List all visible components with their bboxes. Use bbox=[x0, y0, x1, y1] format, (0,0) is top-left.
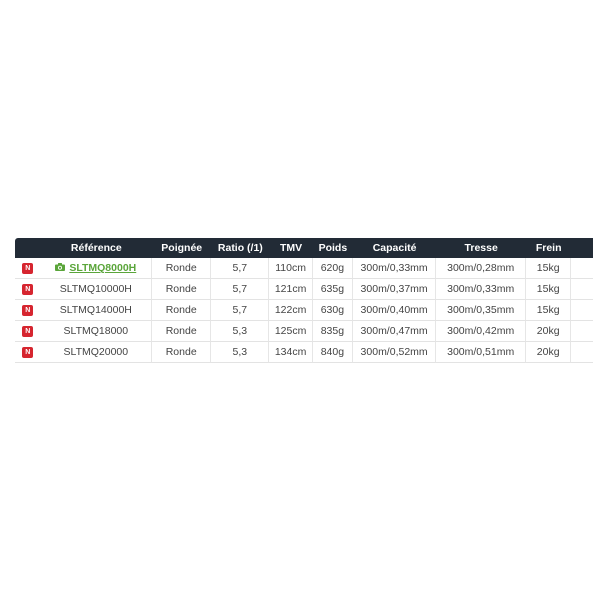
tmv-cell: 110cm bbox=[269, 258, 313, 279]
extra-cell bbox=[571, 300, 593, 321]
new-badge: N bbox=[22, 347, 33, 358]
weight-cell: 630g bbox=[313, 300, 353, 321]
weight-cell: 840g bbox=[313, 342, 353, 363]
capacity-cell: 300m/0,40mm bbox=[353, 300, 437, 321]
table-row bbox=[15, 342, 593, 363]
flag-cell bbox=[15, 279, 41, 300]
tmv-cell: 121cm bbox=[269, 279, 313, 300]
reference-cell: SLTMQ10000H bbox=[41, 279, 152, 300]
reference-link[interactable]: SLTMQ8000H bbox=[69, 262, 137, 274]
capacity-cell: 300m/0,33mm bbox=[353, 258, 437, 279]
header-reference: Référence bbox=[41, 238, 152, 258]
table-row bbox=[15, 300, 593, 321]
flag-cell bbox=[15, 300, 41, 321]
camera-icon[interactable] bbox=[55, 263, 65, 271]
drag-cell: 15kg bbox=[526, 258, 572, 279]
new-badge: N bbox=[22, 305, 33, 316]
capacity-cell: 300m/0,52mm bbox=[353, 342, 437, 363]
braid-cell: 300m/0,51mm bbox=[436, 342, 525, 363]
reference-cell: SLTMQ18000 bbox=[41, 321, 152, 342]
extra-cell bbox=[571, 279, 593, 300]
header-poids: Poids bbox=[313, 238, 353, 258]
ratio-cell: 5,7 bbox=[211, 279, 269, 300]
header-poignee: Poignée bbox=[152, 238, 212, 258]
ratio-cell: 5,3 bbox=[211, 342, 269, 363]
header-ratio: Ratio (/1) bbox=[211, 238, 269, 258]
braid-cell: 300m/0,33mm bbox=[436, 279, 525, 300]
reference-cell: SLTMQ14000H bbox=[41, 300, 152, 321]
braid-cell: 300m/0,35mm bbox=[436, 300, 525, 321]
table-row bbox=[15, 321, 593, 342]
new-badge: N bbox=[22, 263, 33, 274]
handle-cell: Ronde bbox=[152, 342, 212, 363]
ratio-cell: 5,7 bbox=[211, 258, 269, 279]
tmv-cell: 125cm bbox=[269, 321, 313, 342]
capacity-cell: 300m/0,47mm bbox=[353, 321, 437, 342]
tmv-cell: 122cm bbox=[269, 300, 313, 321]
header-frein: Frein bbox=[526, 238, 572, 258]
header-flag bbox=[15, 238, 41, 258]
header-tresse: Tresse bbox=[436, 238, 525, 258]
reference-cell: SLTMQ20000 bbox=[41, 342, 152, 363]
product-spec-table bbox=[15, 238, 593, 363]
flag-cell bbox=[15, 258, 41, 279]
braid-cell: 300m/0,42mm bbox=[436, 321, 525, 342]
flag-cell bbox=[15, 321, 41, 342]
braid-cell: 300m/0,28mm bbox=[436, 258, 525, 279]
header-extra bbox=[571, 238, 593, 258]
reference-cell bbox=[41, 258, 152, 279]
extra-cell bbox=[571, 342, 593, 363]
handle-cell: Ronde bbox=[152, 300, 212, 321]
handle-cell: Ronde bbox=[152, 279, 212, 300]
header-tmv: TMV bbox=[269, 238, 313, 258]
table-header-row bbox=[15, 238, 593, 258]
handle-cell: Ronde bbox=[152, 321, 212, 342]
new-badge: N bbox=[22, 326, 33, 337]
ratio-cell: 5,3 bbox=[211, 321, 269, 342]
flag-cell bbox=[15, 342, 41, 363]
tmv-cell: 134cm bbox=[269, 342, 313, 363]
drag-cell: 15kg bbox=[526, 300, 572, 321]
drag-cell: 20kg bbox=[526, 342, 572, 363]
table-row bbox=[15, 279, 593, 300]
header-capacite: Capacité bbox=[353, 238, 437, 258]
weight-cell: 835g bbox=[313, 321, 353, 342]
weight-cell: 635g bbox=[313, 279, 353, 300]
capacity-cell: 300m/0,37mm bbox=[353, 279, 437, 300]
new-badge: N bbox=[22, 284, 33, 295]
extra-cell bbox=[571, 321, 593, 342]
handle-cell: Ronde bbox=[152, 258, 212, 279]
weight-cell: 620g bbox=[313, 258, 353, 279]
ratio-cell: 5,7 bbox=[211, 300, 269, 321]
extra-cell bbox=[571, 258, 593, 279]
drag-cell: 15kg bbox=[526, 279, 572, 300]
drag-cell: 20kg bbox=[526, 321, 572, 342]
table-row bbox=[15, 258, 593, 279]
